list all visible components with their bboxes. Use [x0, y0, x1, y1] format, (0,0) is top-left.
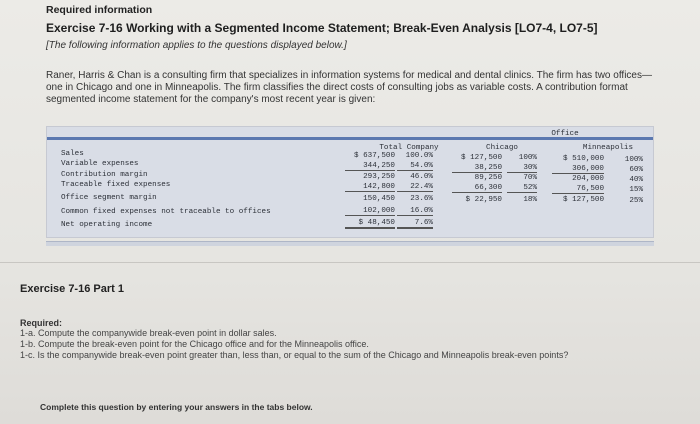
table-footer-bar: [46, 241, 654, 246]
cell-total-pct: 23.6%: [410, 195, 433, 203]
requirement-item: 1-a. Compute the companywide break-even point in dollar sales.: [20, 328, 277, 338]
cell-chicago: $ 127,500: [460, 154, 502, 162]
cell-total-pct: 46.0%: [410, 173, 433, 181]
required-label: Required:: [20, 318, 63, 328]
cell-total-pct: 100.0%: [405, 152, 433, 160]
cell-total: 344,250: [345, 162, 395, 171]
cell-minneapolis: 204,000: [572, 175, 604, 183]
column-header-minneapolis: Minneapolis: [582, 144, 634, 152]
row-label-office-segment-margin: Office segment margin: [61, 194, 157, 202]
row-label-common-fixed-expenses: Common fixed expenses not traceable to offices: [61, 208, 271, 216]
cell-minneapolis: $ 510,000: [562, 155, 604, 163]
required-information-heading: Required information: [46, 4, 153, 16]
cell-total: $ 637,500: [353, 152, 395, 160]
cell-minneapolis: 306,000: [552, 165, 604, 174]
cell-total-pct: 54.0%: [397, 162, 433, 171]
part-title: Exercise 7-16 Part 1: [20, 283, 124, 295]
row-label-traceable-fixed-expenses: Traceable fixed expenses: [61, 181, 171, 189]
cell-total-pct: 16.0%: [397, 207, 433, 216]
cell-chicago: 89,250: [474, 174, 502, 182]
complete-instruction: Complete this question by entering your answers in the tabs below.: [40, 402, 313, 412]
row-label-net-operating-income: Net operating income: [61, 221, 153, 229]
cell-total-pct: 22.4%: [397, 183, 433, 192]
cell-chicago-pct: 100%: [518, 154, 537, 162]
cell-total: 293,250: [363, 173, 395, 181]
cell-chicago: 38,250: [452, 164, 502, 173]
cell-minneapolis-pct: 15%: [629, 186, 643, 194]
row-label-sales: Sales: [61, 150, 84, 158]
cell-minneapolis-pct: 25%: [629, 197, 643, 205]
cell-total: 102,000: [345, 207, 395, 216]
row-label-contribution-margin: Contribution margin: [61, 171, 148, 179]
office-header: Office: [551, 130, 579, 138]
applies-note: [The following information applies to the questions displayed below.]: [46, 40, 347, 51]
exercise-title: Exercise 7-16 Working with a Segmented Income Statement; Break-Even Analysis [LO7-4, LO7-5]: [46, 21, 598, 35]
row-label-variable-expenses: Variable expenses: [61, 160, 139, 168]
column-header-chicago: Chicago: [486, 144, 518, 152]
cell-total-pct: 7.6%: [397, 219, 433, 229]
requirements-list: [20, 328, 660, 361]
cell-chicago-pct: 70%: [523, 174, 537, 182]
column-header-total: Total Company: [379, 144, 439, 152]
cell-minneapolis-pct: 60%: [629, 166, 643, 174]
cell-chicago-pct: 52%: [507, 184, 537, 193]
cell-total: $ 48,450: [345, 219, 395, 229]
cell-chicago-pct: 30%: [507, 164, 537, 173]
requirement-item: 1-b. Compute the break-even point for the Chicago office and for the Minneapolis office.: [20, 339, 369, 349]
cell-total: 142,800: [345, 183, 395, 192]
cell-chicago: $ 22,950: [465, 196, 502, 204]
cell-minneapolis: $ 127,500: [562, 196, 604, 204]
cell-minneapolis-pct: 40%: [629, 176, 643, 184]
cell-chicago: 66,300: [452, 184, 502, 193]
exercise-description: Raner, Harris & Chan is a consulting firm that specializes in information systems for medical and dental clinics. The firm has two offices—one in Chicago and one in Minneapolis. The firm classifies the direct costs of consulting jobs as variable costs. A contribution format segmented income statement for the company's most recent year is given:: [46, 70, 652, 105]
cell-minneapolis: 76,500: [552, 185, 604, 194]
segmented-income-statement-table: [46, 126, 654, 238]
divider: [0, 262, 700, 263]
cell-chicago-pct: 18%: [523, 196, 537, 204]
requirement-item: 1-c. Is the companywide break-even point greater than, less than, or equal to the sum of the Chicago and Minneapolis break-even points?: [20, 350, 569, 360]
cell-total: 150,450: [363, 195, 395, 203]
cell-minneapolis-pct: 100%: [624, 156, 643, 164]
